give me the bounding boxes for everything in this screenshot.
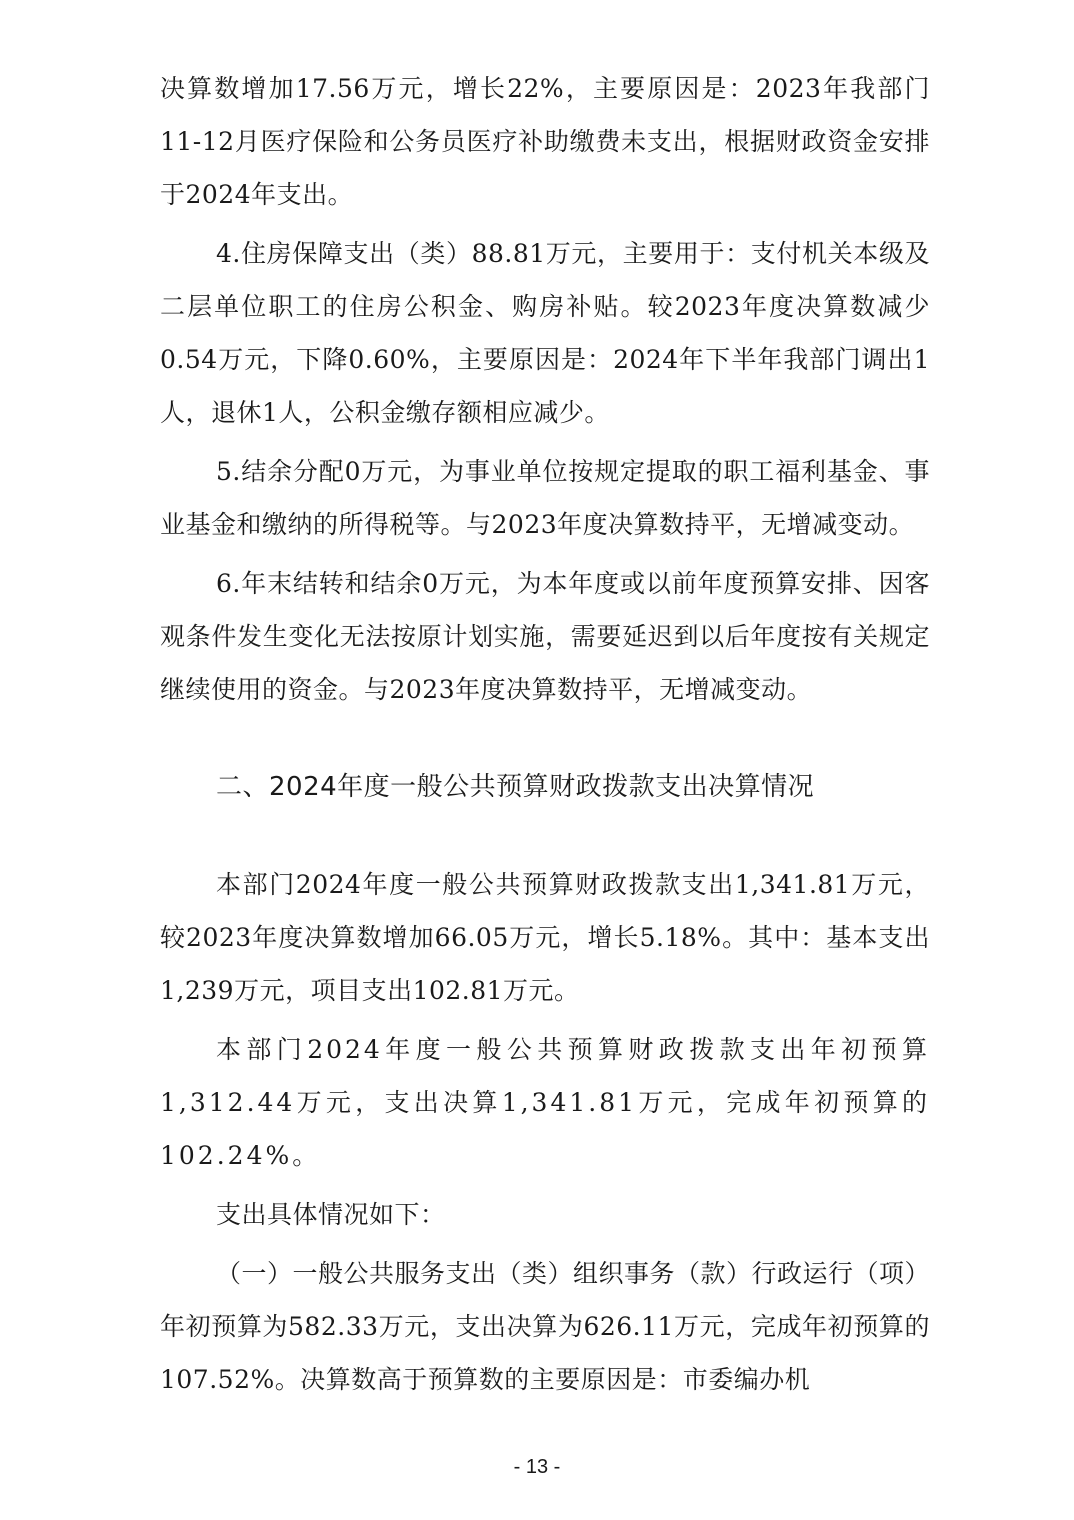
paragraph-budget-completion: 本部门2024年度一般公共预算财政拨款支出年初预算1,312.44万元，支出决算1,341.81万元，完成年初预算的102.24%。 — [160, 1035, 930, 1170]
paragraph-year-end-balance: 6.年末结转和结余0万元，为本年度或以前年度预算安排、因客观条件发生变化无法按原计划实施，需要延迟到以后年度按有关规定继续使用的资金。与2023年度决算数持平，无增减变动。 — [160, 569, 930, 704]
paragraph-details-intro: 支出具体情况如下： — [216, 1200, 446, 1229]
page-number: - 13 - — [513, 1456, 561, 1478]
paragraph-surplus-distribution: 5.结余分配0万元，为事业单位按规定提取的职工福利基金、事业基金和缴纳的所得税等。与2023年度决算数持平，无增减变动。 — [160, 457, 930, 539]
paragraph-general-public-services: （一）一般公共服务支出（类）组织事务（款）行政运行（项）年初预算为582.33万元，支出决算为626.11万元，完成年初预算的107.52%。决算数高于预算数的主要原因是：市委编办机 — [160, 1259, 931, 1394]
paragraph-total-expenditure: 本部门2024年度一般公共预算财政拨款支出1,341.81万元，较2023年度决算数增加66.05万元，增长5.18%。其中：基本支出1,239万元，项目支出102.81万元。 — [160, 870, 930, 1005]
document-body — [160, 62, 930, 1412]
paragraph-medical-continuation: 决算数增加17.56万元，增长22%，主要原因是：2023年我部门11-12月医疗保险和公务员医疗补助缴费未支出，根据财政资金安排于2024年支出。 — [160, 74, 930, 209]
paragraph-housing-expenditure: 4.住房保障支出（类）88.81万元，主要用于：支付机关本级及二层单位职工的住房公积金、购房补贴。较2023年度决算数减少0.54万元，下降0.60%，主要原因是：2024年下半年我部门调出1人，退休1人，公积金缴存额相应减少。 — [160, 239, 930, 427]
section-heading: 二、2024年度一般公共预算财政拨款支出决算情况 — [216, 772, 815, 802]
